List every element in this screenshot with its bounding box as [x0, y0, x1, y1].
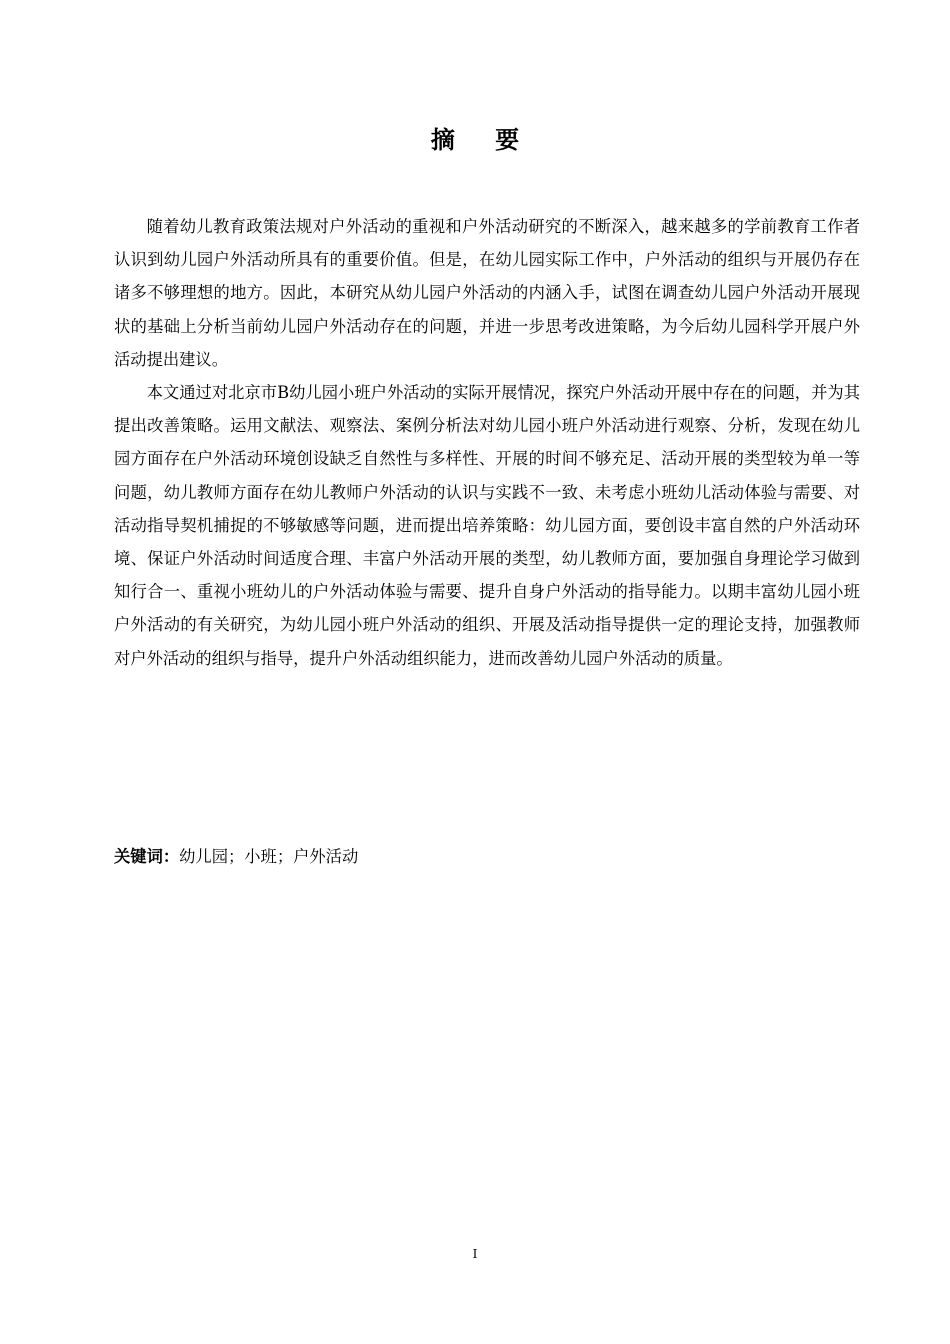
keywords-label: 关键词：: [114, 847, 180, 866]
keywords-line: [114, 842, 860, 872]
abstract-body: [114, 210, 860, 675]
abstract-paragraph-2: 本文通过对北京市B幼儿园小班户外活动的实际开展情况，探究户外活动开展中存在的问题，并为其提出改善策略。运用文献法、观察法、案例分析法对幼儿园小班户外活动进行观察、分析，发现在幼儿园方面存在户外活动环境创设缺乏自然性与多样性、开展的时间不够充足、活动开展的类型较为单一等问题，幼儿教师方面存在幼儿教师户外活动的认识与实践不一致、未考虑小班幼儿活动体验与需要、对活动指导契机捕捉的不够敏感等问题，进而提出培养策略：幼儿园方面，要创设丰富自然的户外活动环境、保证户外活动时间适度合理、丰富户外活动开展的类型，幼儿教师方面，要加强自身理论学习做到知行合一、重视小班幼儿的户外活动体验与需要、提升自身户外活动的指导能力。以期丰富幼儿园小班户外活动的有关研究，为幼儿园小班户外活动的组织、开展及活动指导提供一定的理论支持，加强教师对户外活动的组织与指导，提升户外活动组织能力，进而改善幼儿园户外活动的质量。: [114, 383, 860, 668]
abstract-title: 摘 要: [430, 126, 536, 154]
page-number: I: [472, 1247, 478, 1261]
abstract-paragraph-1: 随着幼儿教育政策法规对户外活动的重视和户外活动研究的不断深入，越来越多的学前教育工作者认识到幼儿园户外活动所具有的重要价值。但是，在幼儿园实际工作中，户外活动的组织与开展仍存在诸多不够理想的地方。因此，本研究从幼儿园户外活动的内涵入手，试图在调查幼儿园户外活动开展现状的基础上分析当前幼儿园户外活动存在的问题，并进一步思考改进策略，为今后幼儿园科学开展户外活动提出建议。: [114, 217, 860, 369]
keywords-value: 幼儿园；小班；户外活动: [179, 847, 359, 866]
